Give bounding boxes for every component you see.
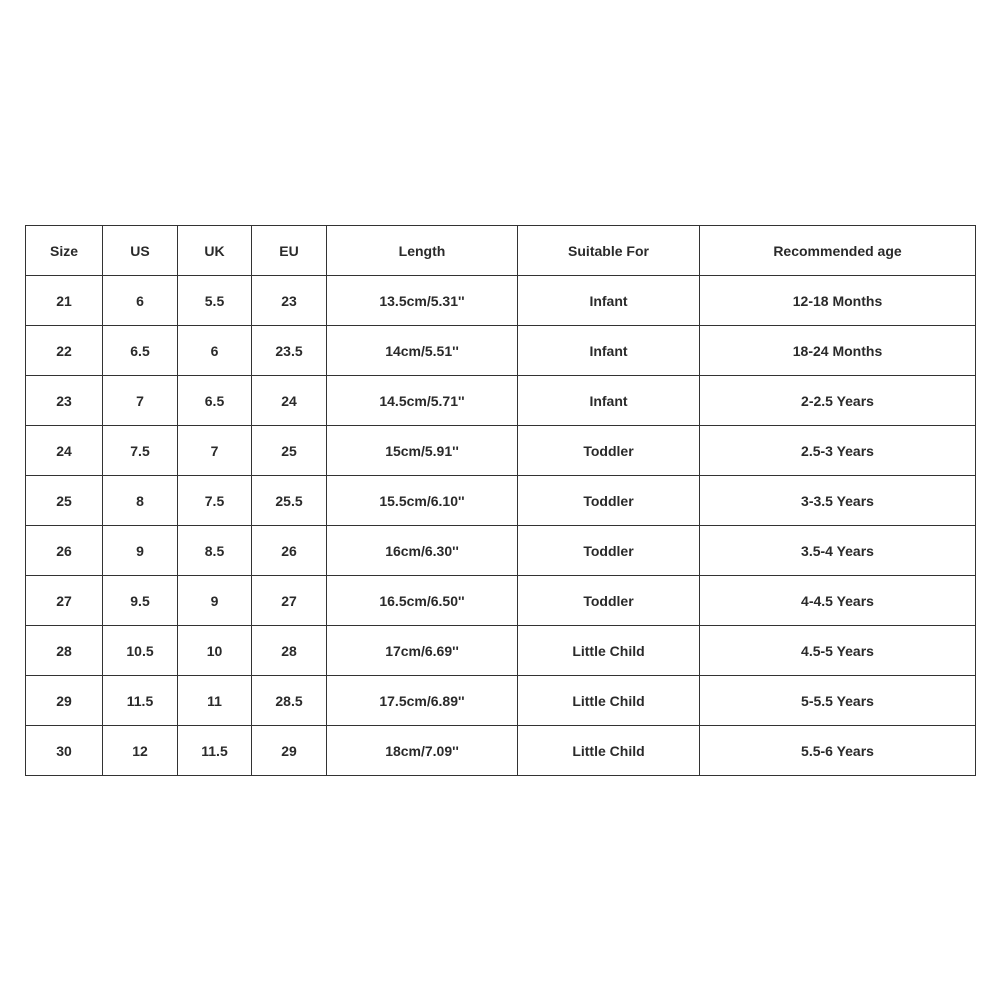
table-body	[26, 276, 976, 776]
cell-recommended-age: 3-3.5 Years	[700, 476, 976, 526]
cell-length: 16.5cm/6.50''	[327, 576, 518, 626]
header-eu: EU	[252, 226, 327, 276]
cell-size: 23	[26, 376, 103, 426]
cell-recommended-age: 2-2.5 Years	[700, 376, 976, 426]
table-row	[26, 426, 976, 476]
header-length: Length	[327, 226, 518, 276]
cell-eu: 28.5	[252, 676, 327, 726]
cell-recommended-age: 5.5-6 Years	[700, 726, 976, 776]
cell-eu: 29	[252, 726, 327, 776]
cell-us: 11.5	[103, 676, 178, 726]
table-row	[26, 676, 976, 726]
header-row	[26, 226, 976, 276]
cell-recommended-age: 4.5-5 Years	[700, 626, 976, 676]
cell-recommended-age: 12-18 Months	[700, 276, 976, 326]
cell-uk: 8.5	[178, 526, 252, 576]
table-row	[26, 626, 976, 676]
table-row	[26, 476, 976, 526]
cell-size: 25	[26, 476, 103, 526]
table-row	[26, 526, 976, 576]
cell-eu: 23.5	[252, 326, 327, 376]
cell-uk: 9	[178, 576, 252, 626]
cell-us: 6	[103, 276, 178, 326]
cell-length: 18cm/7.09''	[327, 726, 518, 776]
cell-us: 10.5	[103, 626, 178, 676]
cell-eu: 25	[252, 426, 327, 476]
cell-eu: 24	[252, 376, 327, 426]
cell-suitable-for: Toddler	[518, 526, 700, 576]
cell-length: 16cm/6.30''	[327, 526, 518, 576]
cell-size: 22	[26, 326, 103, 376]
cell-suitable-for: Toddler	[518, 426, 700, 476]
cell-uk: 6	[178, 326, 252, 376]
cell-uk: 11.5	[178, 726, 252, 776]
cell-eu: 25.5	[252, 476, 327, 526]
cell-uk: 10	[178, 626, 252, 676]
cell-us: 9.5	[103, 576, 178, 626]
cell-suitable-for: Infant	[518, 276, 700, 326]
cell-recommended-age: 5-5.5 Years	[700, 676, 976, 726]
header-size: Size	[26, 226, 103, 276]
cell-us: 7.5	[103, 426, 178, 476]
size-chart-table	[25, 225, 976, 776]
table-row	[26, 576, 976, 626]
cell-size: 26	[26, 526, 103, 576]
cell-eu: 27	[252, 576, 327, 626]
cell-length: 17.5cm/6.89''	[327, 676, 518, 726]
header-recommended-age: Recommended age	[700, 226, 976, 276]
cell-recommended-age: 2.5-3 Years	[700, 426, 976, 476]
cell-size: 24	[26, 426, 103, 476]
cell-eu: 26	[252, 526, 327, 576]
cell-suitable-for: Infant	[518, 326, 700, 376]
cell-size: 29	[26, 676, 103, 726]
table-row	[26, 326, 976, 376]
cell-length: 14.5cm/5.71''	[327, 376, 518, 426]
cell-eu: 28	[252, 626, 327, 676]
cell-recommended-age: 4-4.5 Years	[700, 576, 976, 626]
cell-size: 27	[26, 576, 103, 626]
table-row	[26, 276, 976, 326]
cell-uk: 11	[178, 676, 252, 726]
header-suitable-for: Suitable For	[518, 226, 700, 276]
cell-suitable-for: Infant	[518, 376, 700, 426]
cell-suitable-for: Toddler	[518, 576, 700, 626]
cell-us: 7	[103, 376, 178, 426]
cell-size: 30	[26, 726, 103, 776]
cell-length: 17cm/6.69''	[327, 626, 518, 676]
cell-us: 9	[103, 526, 178, 576]
cell-uk: 7	[178, 426, 252, 476]
cell-suitable-for: Little Child	[518, 626, 700, 676]
cell-suitable-for: Little Child	[518, 676, 700, 726]
cell-length: 13.5cm/5.31''	[327, 276, 518, 326]
header-uk: UK	[178, 226, 252, 276]
cell-recommended-age: 18-24 Months	[700, 326, 976, 376]
cell-length: 14cm/5.51''	[327, 326, 518, 376]
cell-length: 15.5cm/6.10''	[327, 476, 518, 526]
header-us: US	[103, 226, 178, 276]
cell-suitable-for: Toddler	[518, 476, 700, 526]
cell-uk: 6.5	[178, 376, 252, 426]
cell-us: 8	[103, 476, 178, 526]
cell-uk: 7.5	[178, 476, 252, 526]
cell-eu: 23	[252, 276, 327, 326]
cell-size: 28	[26, 626, 103, 676]
cell-us: 6.5	[103, 326, 178, 376]
table-row	[26, 376, 976, 426]
cell-us: 12	[103, 726, 178, 776]
table-row	[26, 726, 976, 776]
cell-recommended-age: 3.5-4 Years	[700, 526, 976, 576]
cell-size: 21	[26, 276, 103, 326]
cell-suitable-for: Little Child	[518, 726, 700, 776]
cell-length: 15cm/5.91''	[327, 426, 518, 476]
cell-uk: 5.5	[178, 276, 252, 326]
